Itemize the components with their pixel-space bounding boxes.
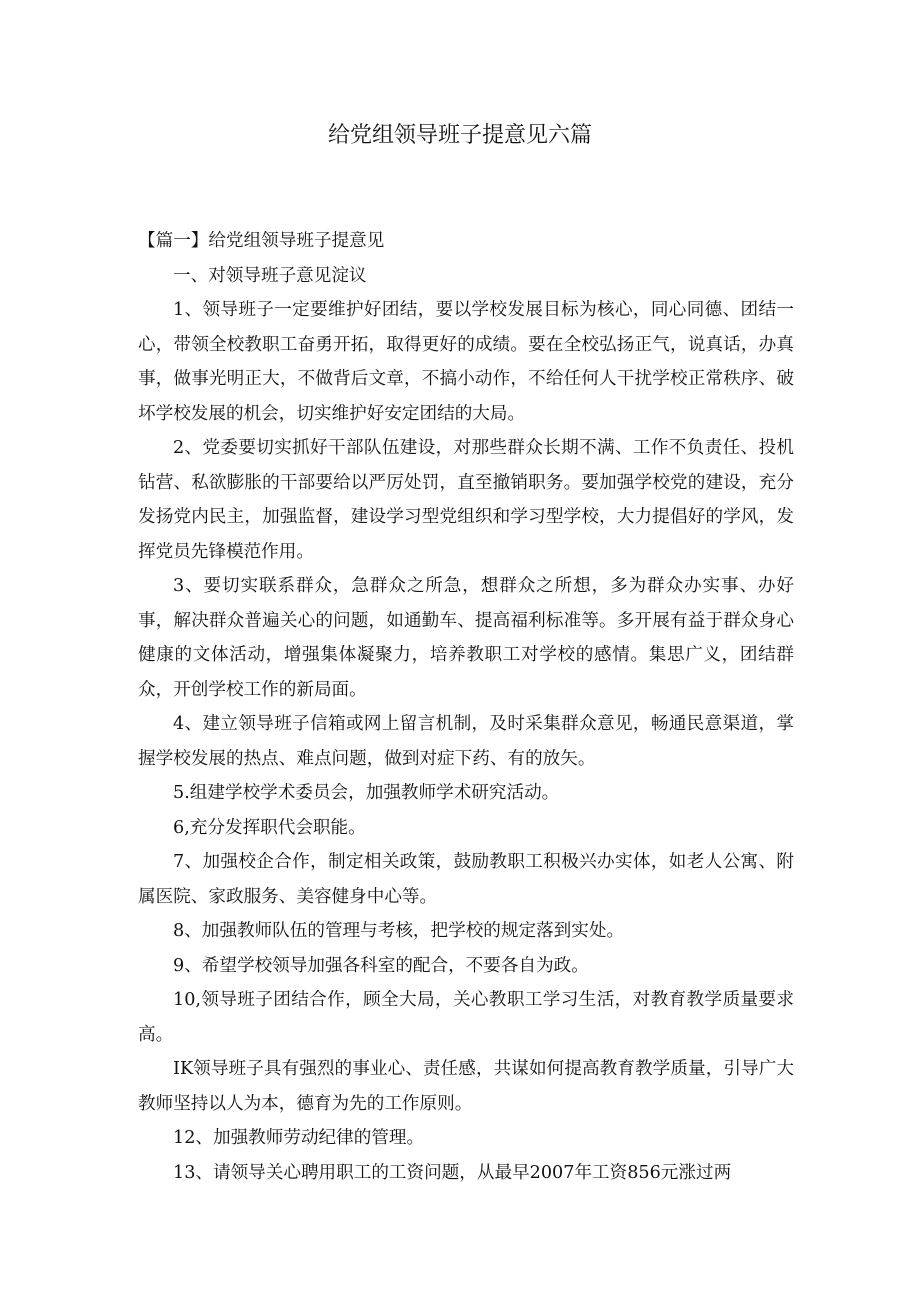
document-title: 给党组领导班子提意见六篇: [327, 123, 592, 148]
paragraph: 3、要切实联系群众，急群众之所急，想群众之所想，多为群众办实事、办好事，解决群众普遍关心的问题，如通勤车、提高福利标准等。多开展有益于群众身心健康的文体活动，增强集体凝聚力，培养教职工对学校的感情。集思广义，团结群众，开创学校工作的新局面。: [138, 576, 794, 700]
paragraph: 2、党委要切实抓好干部队伍建设，对那些群众长期不满、工作不负责任、投机钻营、私欲膨胀的干部要给以严厉处罚，直至撤销职务。要加强学校党的建设，充分发扬党内民主，加强监督，建设学习型党组织和学习型学校，大力提倡好的学风，发挥党员先锋模范作用。: [138, 438, 794, 562]
paragraph: 12、加强教师劳动纪律的管理。: [173, 1128, 425, 1148]
paragraph: 7、加强校企合作，制定相关政策，鼓励教职工积极兴办实体，如老人公寓、附属医院、家政服务、美容健身中心等。: [138, 852, 794, 907]
paragraph: 10,领导班子团结合作，顾全大局，关心教职工学习生活，对教育教学质量要求高。: [138, 990, 794, 1045]
document-body: [138, 224, 794, 1190]
paragraph: 1、领导班子一定要维护好团结，要以学校发展目标为核心，同心同德、团结一心，带领全校教职工奋勇开拓，取得更好的成绩。要在全校弘扬正气，说真话，办真事，做事光明正大，不做背后文章，不搞小动作，不给任何人干扰学校正常秩序、破坏学校发展的机会，切实维护好安定团结的大局。: [138, 300, 794, 424]
subheading: 一、对领导班子意见淀议: [173, 265, 367, 286]
paragraph: IK领导班子具有强烈的事业心、责任感，共谋如何提高教育教学质量，引导广大教师坚持以人为本，德育为先的工作原则。: [138, 1059, 794, 1114]
paragraph: 9、希望学校领导加强各科室的配合，不要各自为政。: [173, 955, 589, 976]
paragraph: 4、建立领导班子信箱或网上留言机制，及时采集群众意见，畅通民意渠道，掌握学校发展的热点、难点问题，做到对症下药、有的放矢。: [138, 714, 794, 769]
section-heading: 【篇一】给党组领导班子提意见: [138, 231, 385, 251]
paragraph: 5.组建学校学术委员会，加强教师学术研究活动。: [173, 783, 560, 803]
paragraph: 13、请领导关心聘用职工的工资问题，从最早2007年工资856元涨过两: [173, 1162, 732, 1183]
paragraph: 8、加强教师队伍的管理与考核，把学校的规定落到实处。: [173, 921, 625, 941]
paragraph: 6,充分发挥职代会职能。: [173, 817, 366, 838]
